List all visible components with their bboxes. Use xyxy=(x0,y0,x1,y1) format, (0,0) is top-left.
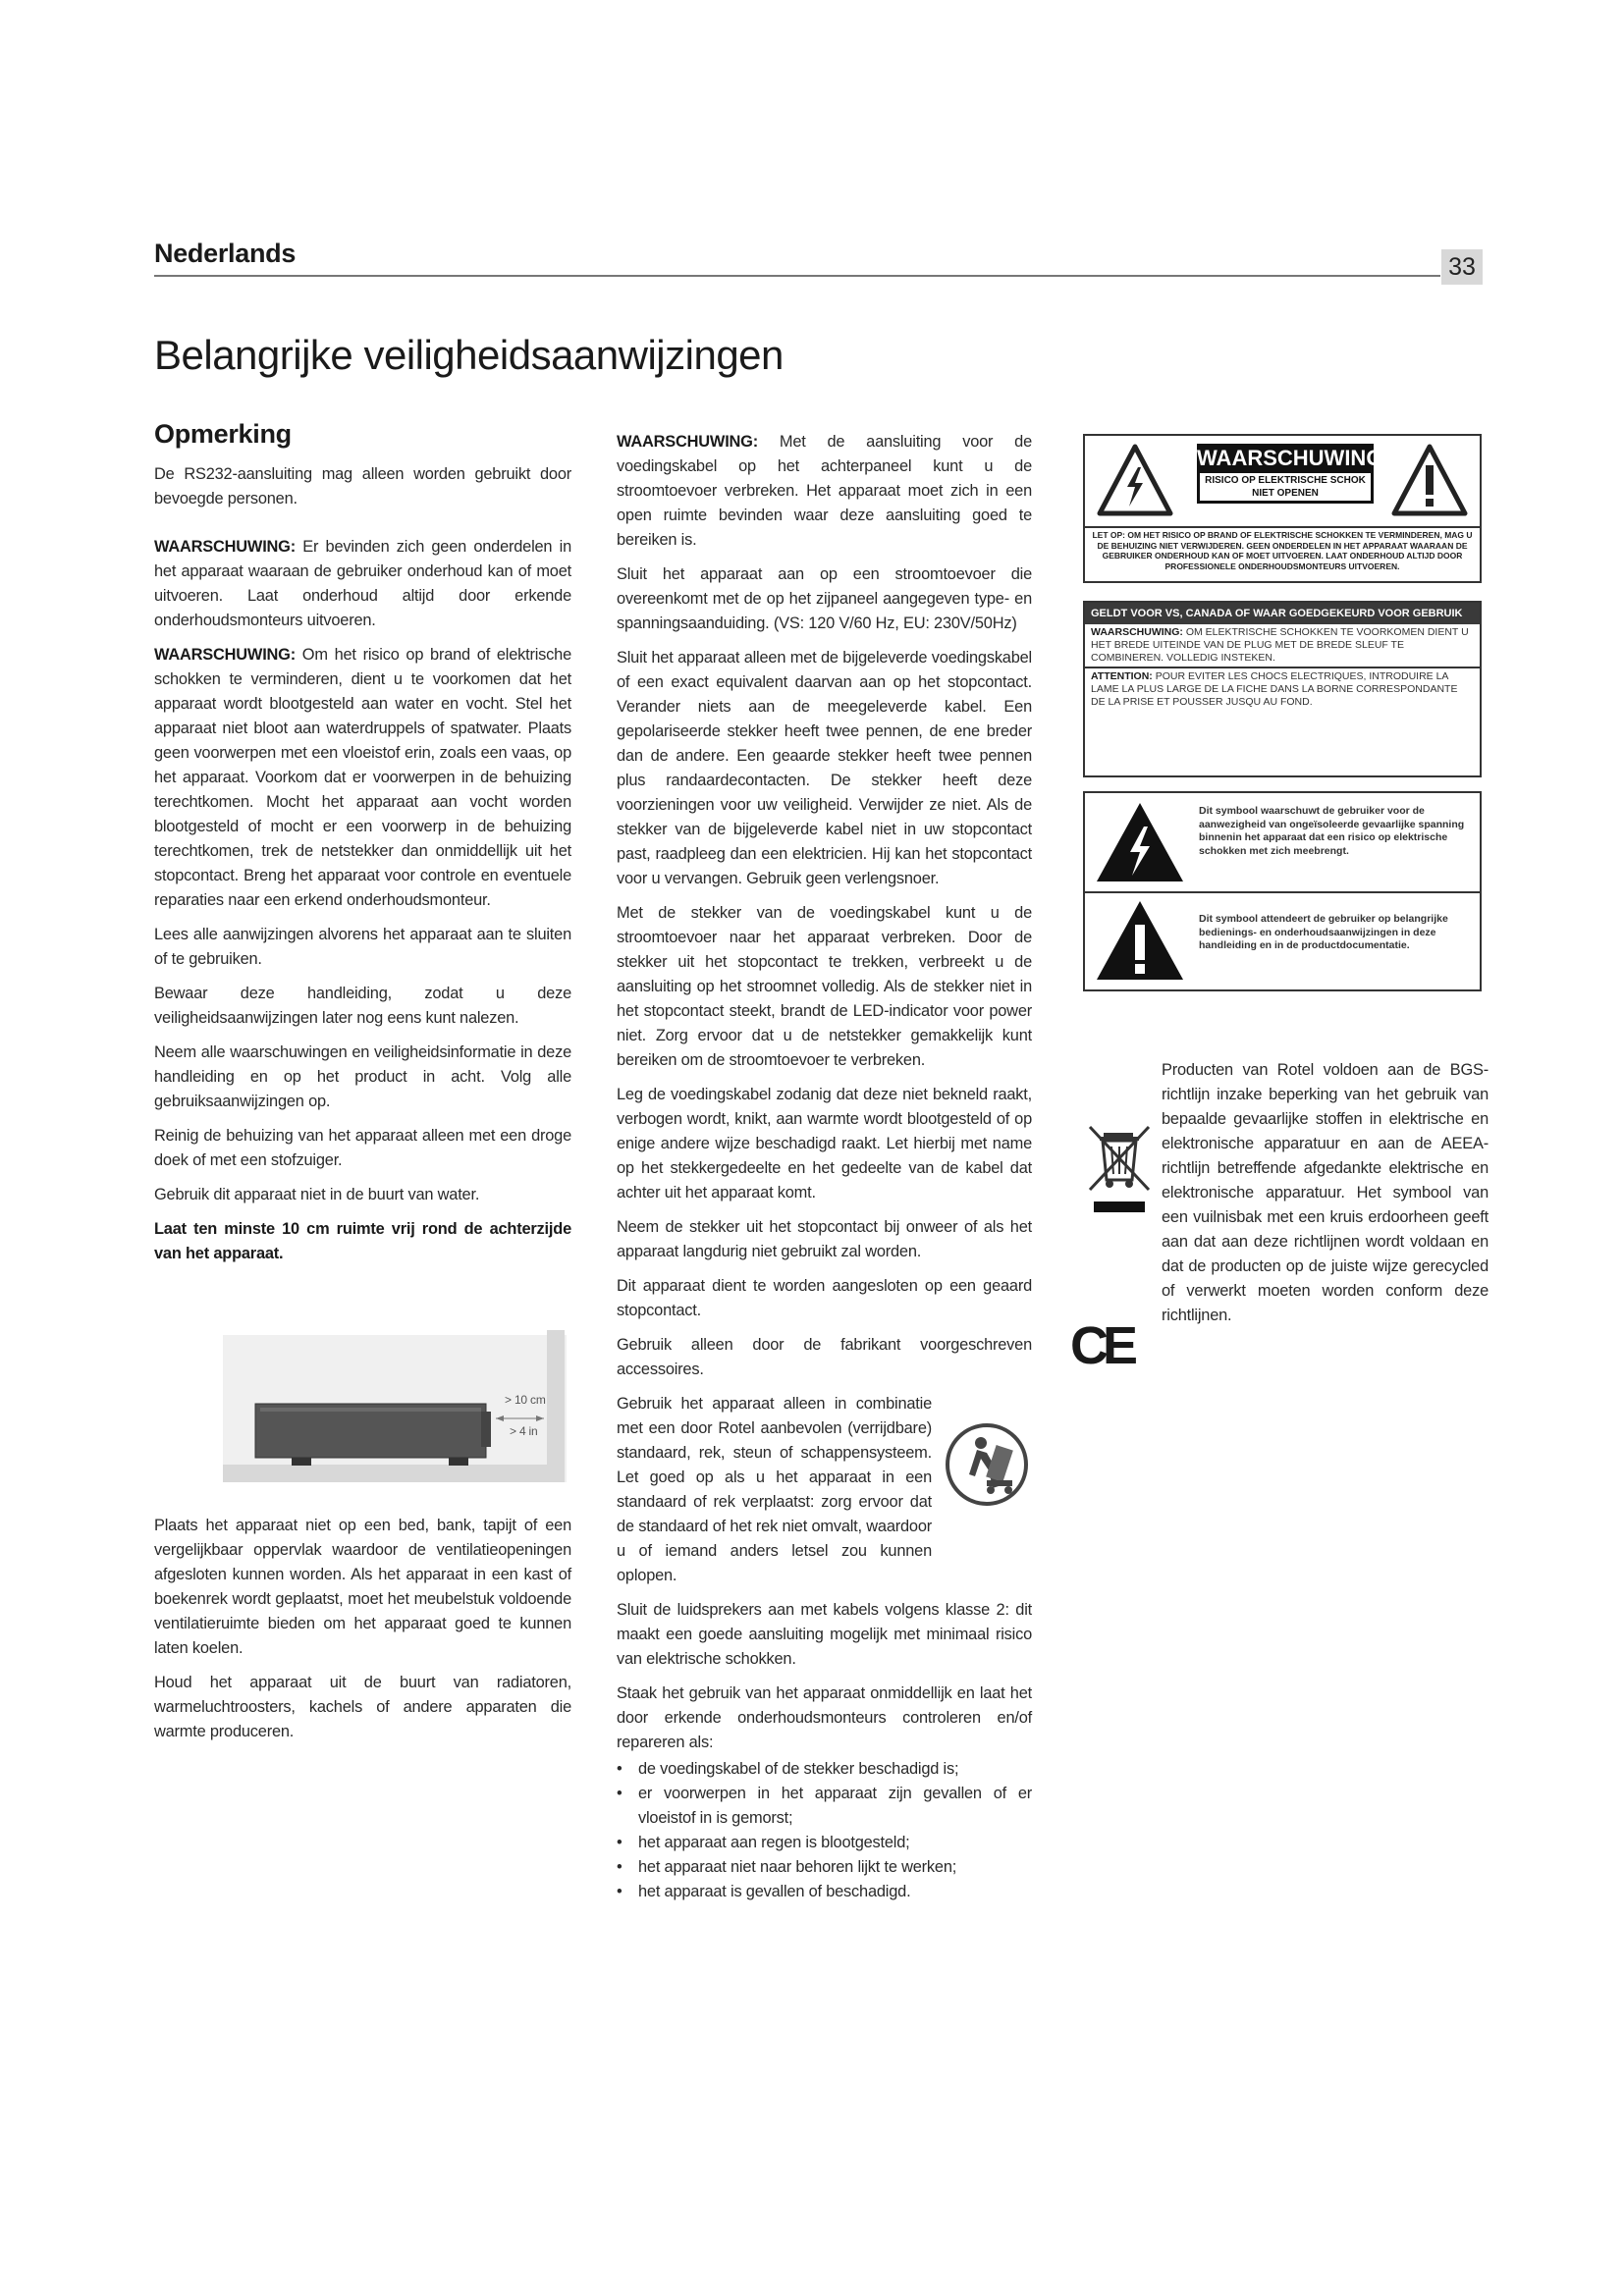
plug-warning-label: WAARSCHUWING: xyxy=(1091,626,1183,638)
exclamation-symbol-text: Dit symbool attendeert de gebruiker op belangrijke bedienings- en onderhoudsaanwijzingen in deze handleiding en in de productdocumentatie. xyxy=(1199,913,1448,951)
warning-label: WAARSCHUWING: xyxy=(154,538,296,556)
paragraph: Gebruik het apparaat alleen in combinatie met een door Rotel aanbevolen (verrijdbare) standaard, rek, steun of schappensysteem. Let goed op als u het apparaat in een standaard of rek verplaatst: zorg ervoor dat de standaard of het rek niet omvalt, waardoor u of iemand anders letsel zou kunnen oplopen. xyxy=(617,1395,932,1584)
bolt-symbol-text: Dit symbool waarschuwt de gebruiker voor de aanwezigheid van ongeïsoleerde gevaarlijke spanning binnenin het apparaat dat een risico op elektrische schokken met zich meebrengt. xyxy=(1199,805,1465,857)
weee-paragraph: Producten van Rotel voldoen aan de BGS-richtlijn inzake beperking van het gebruik van bepaalde gevaarlijke stoffen in elektrische en elektronische apparatuur en aan de AEEA-richtlijn betreffende afgedankte elektrische en elektronische apparatuur. Het symbool van een vuilnisbak met een kruis erdoorheen geeft aan dat aan deze richtlijnen wordt voldaan en dat de producten op de juiste wijze gerecycled of verwerkt moeten worden conform deze richtlijnen. xyxy=(1162,1061,1489,1324)
paragraph: Neem de stekker uit het stopcontact bij onweer of als het apparaat langdurig niet gebruikt zal worden. xyxy=(617,1218,1032,1260)
plug-attention-label: ATTENTION: xyxy=(1091,670,1153,682)
page-number: 33 xyxy=(1441,249,1483,285)
list-item: • het apparaat is gevallen of beschadigd. xyxy=(617,1880,1032,1904)
plug-warning-nl xyxy=(1085,624,1480,668)
paragraph-text: Om het risico op brand of elektrische schokken te verminderen, dient u te voorkomen dat het apparaat wordt blootgesteld aan water en vocht. Stel het apparaat niet bloot aan waterdruppels of spatwater. Plaats geen voorwerpen met een vloeistof erin, zoals een vaas, op het apparaat. Voorkom dat er voorwerpen in de behuizing terechtkomen. Mocht het apparaat aan vocht worden blootgesteld of mocht er een voorwerp in de behuizing terechtkomen, trek de netstekker dan onmiddellijk uit het stopcontact. Breng het apparaat voor controle en eventuele reparaties naar een erkend onderhoudsmonteur. xyxy=(154,646,571,909)
plug-attention-text: POUR EVITER LES CHOCS ELECTRIQUES, INTRODUIRE LA LAME LA PLUS LARGE DE LA FICHE DANS LA BORNE CORRESPONDANTE DE LA PRISE ET POUSSER JUSQU AU FOND. xyxy=(1091,670,1458,708)
list-item: • het apparaat aan regen is blootgesteld; xyxy=(617,1831,1032,1855)
paragraph: Plaats het apparaat niet op een bed, bank, tapijt of een vergelijkbaar oppervlak waardoor de ventilatieopeningen afgesloten kunnen worden. Als het apparaat in een kast of boekenrek wordt geplaatst, moet het meubelstuk voldoende ventilatieruimte bieden om het apparaat goed te kunnen laten koelen. xyxy=(154,1517,571,1657)
list-item: • de voedingskabel of de stekker beschadigd is; xyxy=(617,1757,1032,1782)
opmerking-heading: Opmerking xyxy=(154,419,292,449)
warning-subtitle: RISICO OP ELEKTRISCHE SCHOK xyxy=(1205,475,1366,486)
paragraph: Staak het gebruik van het apparaat onmiddellijk en laat het door erkende onderhoudsmonteurs controleren en/of repareren als: xyxy=(617,1684,1032,1751)
plug-box-header: GELDT VOOR VS, CANADA OF WAAR GOEDGEKEURD VOOR GEBRUIK xyxy=(1085,603,1480,624)
list-item: • er voorwerpen in het apparaat zijn gevallen of er vloeistof in is gemorst; xyxy=(617,1782,1032,1831)
cart-tip-warning-icon xyxy=(942,1419,1032,1537)
plug-warning-text: OM ELEKTRISCHE SCHOKKEN TE VOORKOMEN DIENT U HET BREDE UITEINDE VAN DE PLUG MET DE BREDE SLEUF TE COMBINEREN. VOLLEDIG INSTEKEN. xyxy=(1091,626,1469,664)
clearance-note: Laat ten minste 10 cm ruimte vrij rond de achterzijde van het apparaat. xyxy=(154,1220,571,1262)
bolt-symbol-row xyxy=(1085,793,1480,891)
paragraph: Houd het apparaat uit de buurt van radiatoren, warmeluchtroosters, kachels of andere apparaten die warmte produceren. xyxy=(154,1674,571,1740)
paragraph: De RS232-aansluiting mag alleen worden gebruikt door bevoegde personen. xyxy=(154,465,571,507)
paragraph: Gebruik dit apparaat niet in de buurt van water. xyxy=(154,1186,480,1203)
list-item: • het apparaat niet naar behoren lijkt te werken; xyxy=(617,1855,1032,1880)
paragraph: Gebruik alleen door de fabrikant voorgeschreven accessoires. xyxy=(617,1336,1032,1378)
clearance-figure xyxy=(154,1276,571,1492)
warning-subtitle-2: NIET OPENEN xyxy=(1252,488,1319,499)
paragraph: Reinig de behuizing van het apparaat alleen met een droge doek of met een stofzuiger. xyxy=(154,1127,571,1169)
paragraph: Met de stekker van de voedingskabel kunt u de stroomtoevoer naar het apparaat verbreken. Door de stekker uit het stopcontact te trekken, verbreekt u de aansluiting op het stroomnet volledig. Als de stekker niet in het stopcontact steekt, brandt de LED-indicator voor power niet. Zorg ervoor dat u de netstekker gemakkelijk kunt bereiken om de stroomtoevoer te verbreken. xyxy=(617,904,1032,1069)
clearance-label-cm: > 10 cm xyxy=(505,1393,546,1407)
ce-mark: CE xyxy=(1070,1316,1133,1375)
crossed-bin-icon xyxy=(1080,1119,1159,1217)
page-title: Belangrijke veiligheidsaanwijzingen xyxy=(154,332,784,378)
column-right xyxy=(1162,1058,1489,1338)
exclamation-symbol-row xyxy=(1085,891,1480,989)
exclamation-triangle-icon xyxy=(1095,899,1185,982)
section-language: Nederlands xyxy=(154,239,297,268)
paragraph: Lees alle aanwijzingen alvorens het apparaat aan te sluiten of te gebruiken. xyxy=(154,926,571,968)
clearance-label-in: > 4 in xyxy=(510,1424,538,1438)
cart-paragraph xyxy=(617,1392,1032,1588)
paragraph xyxy=(154,1217,571,1266)
warning-banner xyxy=(1197,444,1383,504)
paragraph-text: Er bevinden zich geen onderdelen in het apparaat waaraan de gebruiker onderhoud kan of moet uitvoeren. Laat onderhoud altijd door erkende onderhoudsmonteurs uitvoeren. xyxy=(154,538,571,629)
lightning-triangle-icon xyxy=(1097,444,1173,516)
warning-label: WAARSCHUWING: xyxy=(154,646,296,664)
paragraph: Sluit de luidsprekers aan met kabels volgens klasse 2: dit maakt een goede aansluiting mogelijk met minimaal risico van elektrische schokken. xyxy=(617,1601,1032,1668)
paragraph-text: Met de aansluiting voor de voedingskabel op het achterpaneel kunt u de stroomtoevoer verbreken. Het apparaat moet zich in een open ruimte bevinden waar deze aansluiting goed te bereiken is. xyxy=(617,433,1032,549)
warning-footer: LET OP: OM HET RISICO OP BRAND OF ELEKTRISCHE SCHOKKEN TE VERMINDEREN, MAG U DE BEHUIZING NIET VERWIJDEREN. GEEN ONDERDELEN IN HET APPARAAT WAARAAN DE GEBRUIKER ONDERHOUD KAN OF MOET UITVOEREN. LAAT ONDERHOUD ALTIJD DOOR PROFESSIONELE ONDERHOUDSMONTEURS UITVOEREN. xyxy=(1085,526,1480,573)
symbols-box xyxy=(1083,791,1482,991)
conditions-list xyxy=(617,1757,1032,1904)
paragraph: Sluit het apparaat aan op een stroomtoevoer die overeenkomt met de op het zijpaneel aangegeven type- en spanningsaanduiding. (VS: 120 V/60 Hz, EU: 230V/50Hz) xyxy=(617,565,1032,632)
warning-label: WAARSCHUWING: xyxy=(617,433,758,451)
paragraph: Sluit het apparaat alleen met de bijgeleverde voedingskabel of een exact equivalent daarvan aan op het stopcontact. Verander niets aan de meegeleverde kabel. Een gepolariseerde stekker heeft twee pennen, de ene breder dan de andere. Een geaarde stekker heeft twee pennen plus randaardecontacten. De stekker heeft deze voorzieningen voor uw veiligheid. Verwijder ze niet. Als de stekker van de bijgeleverde kabel niet in uw stopcontact past, raadpleeg dan een elektricien. Hij kan het stopcontact voor u vervangen. Gebruik geen verlengsnoer. xyxy=(617,649,1032,887)
clearance-illustration xyxy=(154,1276,571,1492)
warning-title: WAARSCHUWING xyxy=(1197,446,1383,470)
paragraph xyxy=(154,643,571,913)
paragraph xyxy=(617,430,1032,553)
paragraph: Neem alle waarschuwingen en veiligheidsinformatie in deze handleiding en op het product in acht. Volg alle gebruiksaanwijzingen op. xyxy=(154,1043,571,1110)
column-middle xyxy=(617,430,1032,1904)
paragraph: Bewaar deze handleiding, zodat u deze veiligheidsaanwijzingen later nog eens kunt nalezen. xyxy=(154,985,571,1027)
paragraph: Leg de voedingskabel zodanig dat deze niet bekneld raakt, verbogen wordt, knikt, aan warmte wordt blootgesteld of op enige andere wijze beschadigd raakt. Let hierbij met name op het stekkergedeelte en het gedeelte van de kabel dat achter uit het apparaat komt. xyxy=(617,1086,1032,1201)
paragraph: Dit apparaat dient te worden aangesloten op een geaard stopcontact. xyxy=(617,1277,1032,1319)
header-rule xyxy=(154,275,1440,277)
plug-warning-fr xyxy=(1085,668,1480,711)
lightning-triangle-icon xyxy=(1095,801,1185,883)
paragraph xyxy=(154,535,571,633)
shock-warning-box xyxy=(1083,434,1482,583)
plug-warning-box xyxy=(1083,601,1482,777)
exclamation-triangle-icon xyxy=(1391,444,1468,516)
column-left xyxy=(154,419,571,1754)
